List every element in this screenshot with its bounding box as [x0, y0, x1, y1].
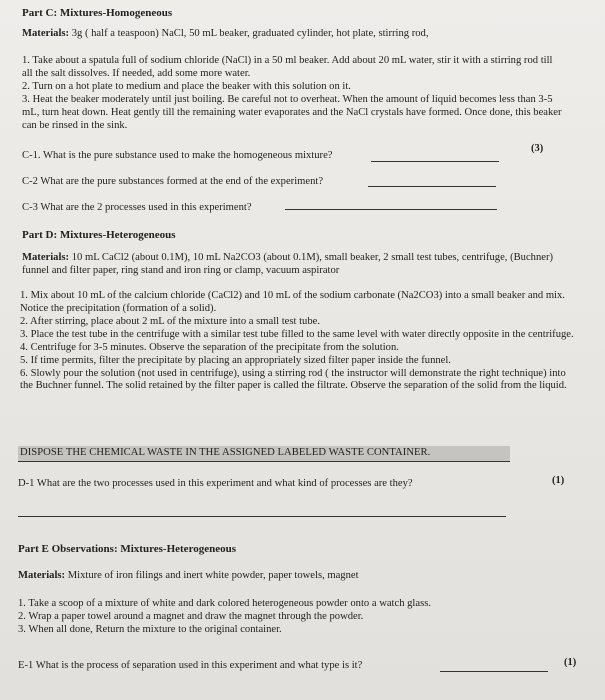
answer-line-c2[interactable]	[368, 186, 496, 187]
part-d-materials	[22, 252, 567, 278]
step-item: 5. If time permits, filter the precipitate by placing an appropriately sized filter paper inside the funnel.	[20, 354, 451, 366]
step-item: 1. Mix about 10 mL of the calcium chloride (CaCl2) and 10 mL of the sodium carbonate (Na2CO3) into a small beaker and mix. Notice the precipitation (formation of a solid).	[20, 290, 565, 314]
question-c2: C-2 What are the pure substances formed at the end of the experiment?	[22, 176, 324, 187]
question-c1: C-1. What is the pure substance used to make the homogeneous mixture?	[22, 150, 333, 161]
part-d-steps	[20, 290, 576, 393]
part-c-steps	[22, 55, 562, 133]
answer-line-e1[interactable]	[440, 671, 548, 672]
materials-text: Mixture of iron filings and inert white powder, paper towels, magnet	[67, 570, 359, 581]
marks-e: (1)	[564, 657, 577, 668]
step-item: 1. Take a scoop of a mixture of white and dark colored heterogeneous powder onto a watch glass.	[18, 598, 431, 609]
answer-line-c3[interactable]	[285, 209, 497, 210]
part-c-materials	[22, 28, 582, 41]
part-e-title: Part E Observations: Mixtures-Heterogeneous	[18, 543, 237, 555]
part-c-title: Part C: Mixtures-Homogeneous	[22, 7, 173, 19]
marks-d: (1)	[552, 475, 565, 486]
part-e-materials	[18, 570, 568, 583]
step-item: 3. Heat the beaker moderately until just boiling. Be careful not to overheat. When the amount of liquid becomes less than 3-5 mL, turn heat down. Heat gently till the remaining water evaporates and the NaCl crystals have formed. Once done, this beaker can be rinsed in the sink.	[22, 93, 562, 131]
part-e-steps	[18, 598, 574, 637]
question-d1: D-1 What are the two processes used in this experiment and what kind of processes are they?	[18, 478, 413, 489]
materials-label: Materials:	[18, 570, 66, 581]
answer-line-d1[interactable]	[18, 516, 506, 517]
answer-line-c1[interactable]	[371, 161, 499, 162]
step-item: 6. Slowly pour the solution (not used in centrifuge), using a stirring rod ( the instructor will demonstrate the right technique) into the Buchner funnel. The solid retained by the filter paper is called the filtrate. Observe the separation of the solid from the liquid.	[20, 367, 567, 392]
step-item: 2. After stirring, place about 2 mL of the mixture into a small test tube.	[20, 315, 320, 327]
step-item: 2. Turn on a hot plate to medium and place the beaker with this solution on it.	[22, 80, 351, 92]
step-item: 1. Take about a spatula full of sodium chloride (NaCl) in a 50 ml beaker. Add about 20 mL water, stir it with a stirring rod till all the salt dissolves. If needed, add some more water.	[22, 55, 553, 79]
materials-label: Materials:	[22, 28, 70, 39]
materials-label: Materials:	[22, 252, 70, 263]
step-item: 3. When all done, Return the mixture to the original container.	[18, 623, 282, 635]
materials-text: 3g ( half a teaspoon) NaCl, 50 mL beaker, graduated cylinder, hot plate, stirring rod,	[71, 28, 429, 39]
question-c3: C-3 What are the 2 processes used in this experiment?	[22, 202, 252, 213]
step-item: 3. Place the test tube in the centrifuge with a similar test tube filled to the same level with water directly opposite in the centrifuge.	[20, 328, 574, 340]
question-e1: E-1 What is the process of separation used in this experiment and what type is it?	[18, 660, 363, 671]
step-item: 2. Wrap a paper towel around a magnet and draw the magnet through the powder.	[18, 610, 364, 622]
part-d-title: Part D: Mixtures-Heterogeneous	[22, 229, 176, 241]
step-item: 4. Centrifuge for 3-5 minutes. Observe the separation of the precipitate from the solution.	[20, 341, 399, 353]
materials-text: 10 mL CaCl2 (about 0.1M), 10 mL Na2CO3 (about 0.1M), small beaker, 2 small test tubes, centrifuge, (Buchner) funnel and filter paper, ring stand and iron ring or clamp, vacuum aspirator	[22, 252, 554, 276]
marks-c: (3)	[531, 143, 544, 154]
dispose-warning: DISPOSE THE CHEMICAL WASTE IN THE ASSIGNED LABELED WASTE CONTAINER.	[18, 446, 510, 462]
